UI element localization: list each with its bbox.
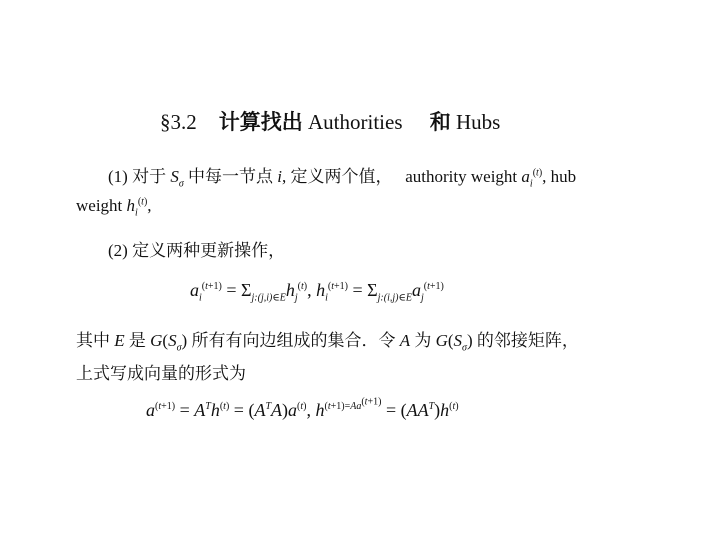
para1-number: (1) (108, 167, 128, 186)
para3-text-e: 的邻接矩阵， (476, 331, 579, 351)
para2-number: (2) (108, 241, 128, 260)
para1-text-b: 中每一节点 (188, 167, 274, 187)
para3-text-c: 所有有向边组成的集合．令 (191, 331, 396, 351)
weight-label: weight (76, 196, 123, 215)
title-cn: 计算找出 (218, 110, 303, 134)
para1-line1: (1) 对于 $S_\sigma$ 中每一节点 i, 定义两个值， authority weight $a_i^{(t)}$, hub (108, 167, 577, 190)
slide-title (160, 106, 500, 136)
para3-line2-text: 上式写成向量的形式为 (76, 364, 246, 384)
title-and: 和 (429, 110, 451, 134)
vector-equation: $a^{(t+1)} = A^Th^{(t)} = (A^TA)a^{(t)}$, $h^{(t+1)=Aa^{(t+1)}} = (AA^T)h^{(t)}$ (146, 396, 459, 420)
sum2-subscript: j:(i,j)∈E (377, 292, 412, 304)
hub-label: hub (550, 167, 577, 186)
para3-text-d: 为 (414, 331, 432, 351)
para1-text-a: 对于 (132, 167, 167, 187)
title-authorities: Authorities (308, 110, 403, 134)
para3-line1: 其中 E 是 $G(S_\sigma)$ 所有有向边组成的集合．令 A 为 $G(S_\sigma)$ 的邻接矩阵， (76, 331, 579, 354)
para2-text: 定义两种更新操作， (132, 241, 286, 261)
update-equation: $a_i^{(t+1)} = \Sigma_{j:(j,i)\in E}h_j^{(t)}$, $h_i^{(t+1)} = \Sigma_{j:(i,j)\in E}a_j^{(t+1)}$ (190, 280, 444, 304)
para2 (108, 236, 285, 261)
para1-text-c: 定义两个值， (290, 167, 393, 187)
authority-weight-label: authority weight (405, 167, 518, 186)
para3-text-b: 是 (128, 331, 146, 351)
para3-line2 (76, 359, 246, 384)
para1-line2: weight $h_i^{(t)}$, (76, 196, 152, 219)
title-hubs: Hubs (456, 110, 501, 134)
section-number: §3.2 (160, 110, 197, 134)
para3-text-a: 其中 (76, 331, 110, 351)
sum1-subscript: j:(j,i)∈E (251, 292, 286, 304)
